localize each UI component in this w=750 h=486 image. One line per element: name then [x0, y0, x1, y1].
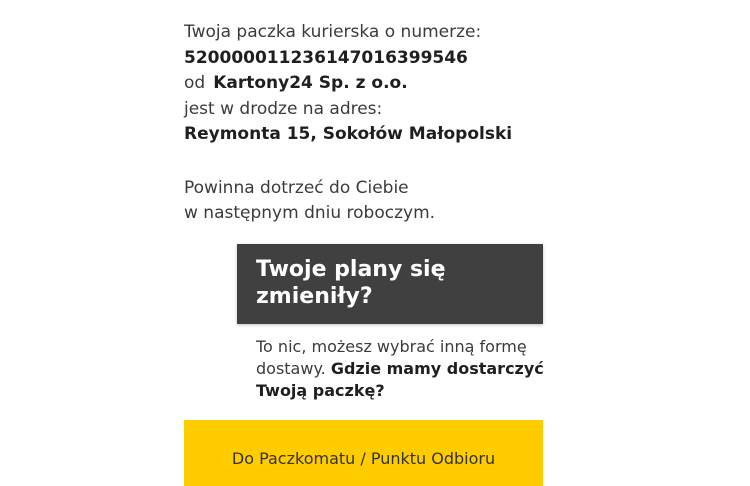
spacer — [184, 148, 564, 176]
address-intro: jest w drodze na adres: — [184, 98, 383, 119]
from-prefix: od — [184, 73, 206, 93]
delivery-estimate-line-1: Powinna dotrzeć do Ciebie — [184, 177, 409, 198]
sender-name: Kartony24 Sp. z o.o. — [213, 73, 408, 93]
shipment-message — [184, 20, 564, 227]
plans-text-regular: To nic, możesz wybrać inną formę dostawy. — [256, 337, 527, 378]
sender-line — [184, 71, 564, 97]
tracking-number: 520000011236147016399546 — [184, 47, 468, 68]
plans-changed-banner — [237, 244, 543, 324]
intro-text: Twoja paczka kurierska o numerze: — [184, 22, 482, 42]
plans-changed-text — [256, 336, 546, 402]
delivery-estimate-line-2: w następnym dniu roboczym. — [184, 203, 436, 223]
parcel-locker-button[interactable] — [184, 420, 543, 486]
plans-text-bold: Gdzie mamy dostarczyć Twoją paczkę? — [256, 359, 544, 400]
plans-changed-title: Twoje plany się zmieniły? — [256, 257, 446, 309]
parcel-locker-button-label: Do Paczkomatu / Punktu Odbioru — [231, 449, 496, 468]
delivery-address: Reymonta 15, Sokołów Małopolski — [184, 124, 513, 144]
